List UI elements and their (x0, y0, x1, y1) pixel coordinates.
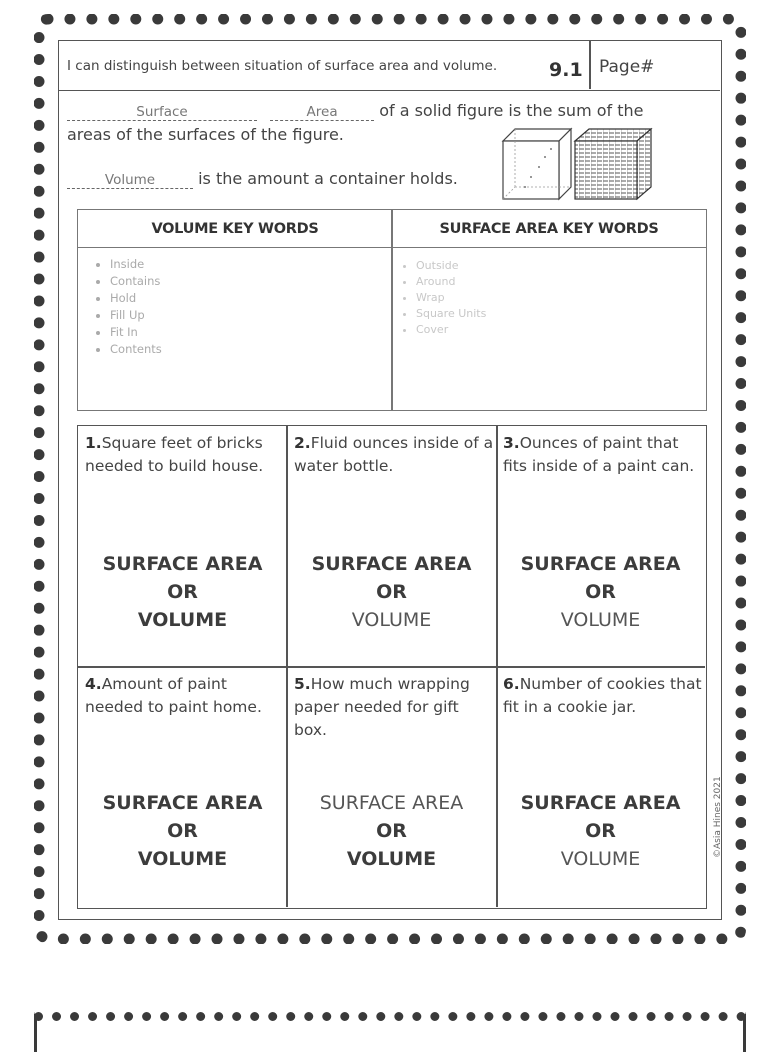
problem-question: Square feet of bricks needed to build house. (85, 434, 264, 475)
list-item: • Contents (110, 341, 162, 358)
problem-question: Amount of paint needed to paint home. (85, 675, 262, 716)
problem-4 (78, 667, 287, 908)
problem-question: How much wrapping paper needed for gift box. (294, 675, 470, 739)
problem-number: 1. (85, 434, 102, 452)
choice-volume[interactable]: VOLUME (560, 609, 641, 631)
volume-keywords-heading: VOLUME KEY WORDS (78, 210, 392, 248)
page-number-label: Page# (599, 57, 655, 77)
problem-text (85, 432, 285, 478)
choice-surface-area[interactable]: SURFACE AREA (319, 792, 464, 814)
problem-text (294, 432, 494, 478)
problem-text (503, 673, 703, 719)
choice-or: OR (585, 581, 616, 603)
blank-area[interactable]: Area (270, 104, 374, 121)
choice-surface-area[interactable]: SURFACE AREA (102, 553, 263, 575)
list-item: • Outside (416, 258, 486, 274)
problem-question: Ounces of paint that fits inside of a paint can. (503, 434, 695, 475)
problem-1 (78, 426, 287, 667)
problem-number: 6. (503, 675, 520, 693)
list-item: • Fill Up (110, 307, 162, 324)
definition-text-1a: of a solid figure is the sum of the (379, 101, 644, 120)
problem-text (503, 432, 703, 478)
choice-volume[interactable]: VOLUME (137, 848, 228, 870)
definition-volume (67, 169, 458, 189)
problem-3 (496, 426, 705, 667)
answer-choices (496, 550, 705, 634)
choice-surface-area[interactable]: SURFACE AREA (520, 792, 681, 814)
blank-surface[interactable]: Surface (67, 104, 257, 121)
choice-volume[interactable]: VOLUME (137, 609, 228, 631)
surface-area-keywords-heading: SURFACE AREA KEY WORDS (392, 210, 706, 248)
choice-surface-area[interactable]: SURFACE AREA (102, 792, 263, 814)
list-item: • Around (416, 274, 486, 290)
worksheet (58, 40, 722, 920)
choice-or: OR (585, 820, 616, 842)
list-item: • Wrap (416, 290, 486, 306)
problem-question: Fluid ounces inside of a water bottle. (294, 434, 494, 475)
choice-or: OR (167, 581, 198, 603)
blank-volume[interactable]: Volume (67, 172, 193, 189)
volume-keywords-list (78, 256, 162, 358)
choice-surface-area[interactable]: SURFACE AREA (520, 553, 681, 575)
problems-grid (77, 425, 707, 909)
list-item: • Inside (110, 256, 162, 273)
choice-volume[interactable]: VOLUME (560, 848, 641, 870)
list-item: • Cover (416, 322, 486, 338)
choice-or: OR (376, 581, 407, 603)
problem-number: 3. (503, 434, 520, 452)
definition-surface-area (67, 101, 644, 121)
problem-number: 5. (294, 675, 311, 693)
problem-number: 4. (85, 675, 102, 693)
problem-number: 2. (294, 434, 311, 452)
surface-area-keywords-list (384, 258, 486, 338)
answer-choices (496, 789, 705, 873)
answer-choices (287, 789, 496, 873)
choice-or: OR (376, 820, 407, 842)
problem-text (85, 673, 285, 719)
list-item: • Hold (110, 290, 162, 307)
keywords-table (77, 209, 707, 411)
answer-choices (78, 789, 287, 873)
copyright-notice: ©Asia Hines 2021 (713, 776, 723, 858)
learning-objective: I can distinguish between situation of surface area and volume. (67, 58, 498, 74)
definition-text-2: is the amount a container holds. (198, 169, 458, 188)
problem-6 (496, 667, 705, 908)
choice-surface-area[interactable]: SURFACE AREA (311, 553, 472, 575)
list-item: • Fit In (110, 324, 162, 341)
problem-5 (287, 667, 496, 908)
problem-question: Number of cookies that fit in a cookie jar. (503, 675, 702, 716)
list-item: • Square Units (416, 306, 486, 322)
choice-or: OR (167, 820, 198, 842)
answer-choices (287, 550, 496, 634)
problem-2 (287, 426, 496, 667)
header-divider (589, 41, 591, 89)
choice-volume[interactable]: VOLUME (346, 848, 437, 870)
choice-volume[interactable]: VOLUME (351, 609, 432, 631)
lesson-number: 9.1 (549, 59, 583, 81)
next-page-border (34, 1012, 746, 1052)
volume-cube-icon (501, 127, 573, 203)
answer-choices (78, 550, 287, 634)
definition-text-1b: areas of the surfaces of the figure. (67, 125, 344, 144)
problem-text (294, 673, 494, 742)
surface-area-cube-icon (573, 127, 653, 203)
list-item: • Contains (110, 273, 162, 290)
worksheet-header (59, 41, 720, 91)
